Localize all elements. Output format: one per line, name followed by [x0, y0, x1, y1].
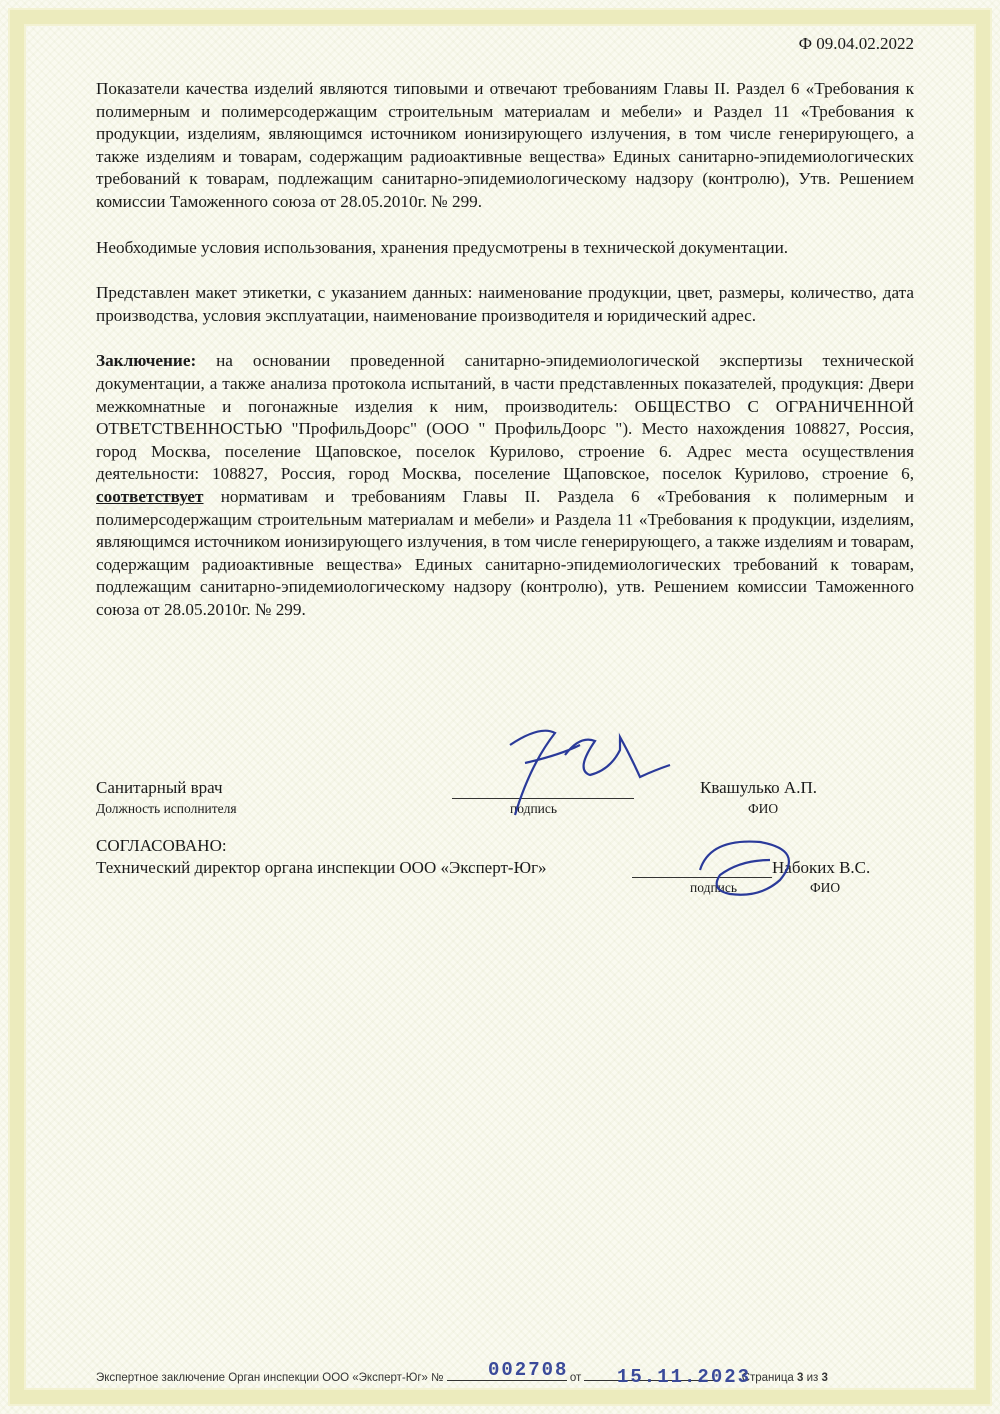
approval-name: Набоких В.С.: [772, 858, 871, 877]
approval-signature-icon: [680, 830, 820, 910]
document-date: 15.11.2023: [617, 1366, 752, 1388]
doctor-position: Санитарный врач: [96, 778, 223, 797]
footer-total: 3: [821, 1372, 828, 1384]
doctor-name: Квашулько А.П.: [700, 778, 817, 797]
conclusion-verdict: соответствует: [96, 486, 204, 506]
footer-page-label: Страница: [741, 1372, 794, 1384]
conclusion-text-a: на основании проведенной санитарно-эпидемиологической экспертизы технической документации, а также анализа протокола испытаний, в части представленных показателей, продукция: Двери межкомнатные и погонажные изделия к ним, производитель: ОБЩЕСТВО С ОГРАНИЧЕННОЙ ОТВЕТСТВЕННОСТЬЮ "ПрофильДоорс" (ООО " ПрофильДоорс "). Место нахождения 108827, Россия, город Москва, поселение Щаповское, поселок Курилово, строение 6. Адрес места осуществления деятельности: 108827, Россия, город Москва, поселение Щаповское, поселок Курилово, строение 6,: [96, 351, 914, 484]
doctor-signature-icon: [470, 715, 700, 825]
paragraph-quality: Показатели качества изделий являются типовыми и отвечают требованиям Главы II. Раздел 6 «Требования к полимерным и полимерсодержащим строительным материалам и мебели» и Раздел 11 «Требования к продукции, изделиям, являющимся источником ионизирующего излучения, в том числе генерирующего, а также изделиям и товарам, содержащим радиоактивные вещества» Единых санитарно-эпидемиологических требований к товарам, подлежащим санитарно-эпидемиологическому надзору (контролю), Утв. Решением комиссии Таможенного союза от 28.05.2010г. № 299.: [96, 79, 914, 211]
footer-page: 3: [797, 1372, 804, 1384]
doctor-sign-caption: подпись: [510, 801, 558, 816]
approval-heading: СОГЛАСОВАНО:: [96, 836, 227, 855]
document-number: 002708: [488, 1359, 569, 1381]
paragraph-label: Представлен макет этикетки, с указанием данных: наименование продукции, цвет, размеры, количество, дата производства, условия эксплуатации, наименование производителя и юридический адрес.: [96, 283, 914, 325]
doctor-name-caption: ФИО: [748, 801, 779, 816]
paragraph-conclusion: [96, 350, 914, 621]
document-body: [96, 78, 914, 644]
conclusion-label: Заключение:: [96, 351, 197, 371]
approval-name-caption: ФИО: [810, 880, 841, 895]
approval-sign-caption: подпись: [690, 880, 738, 895]
footer-text: Экспертное заключение Орган инспекции ООО «Эксперт-Юг» №: [96, 1372, 444, 1384]
conclusion-text-b: нормативам и требованиям Главы II. Раздела 6 «Требования к полимерным и полимерсодержащим строительным материалам и мебели» и Раздела 11 «Требования к продукции, изделиям, являющимся источником ионизирующего излучения, в том числе генерирующего, а также изделиям и товарам, содержащим радиоактивные вещества» Единых санитарно-эпидемиологических требований к товарам, подлежащим санитарно-эпидемиологическому надзору (контролю), утв. Решением комиссии Таможенного союза от 28.05.2010г. № 299.: [96, 486, 914, 619]
form-code: Ф 09.04.02.2022: [798, 34, 914, 53]
doctor-position-caption: Должность исполнителя: [96, 801, 237, 816]
paragraph-conditions: Необходимые условия использования, хранения предусмотрены в технической документации.: [96, 237, 789, 257]
approval-position: Технический директор органа инспекции ООО «Эксперт-Юг»: [96, 858, 547, 877]
footer-from: от: [569, 1372, 582, 1384]
footer-of: из: [806, 1372, 819, 1384]
